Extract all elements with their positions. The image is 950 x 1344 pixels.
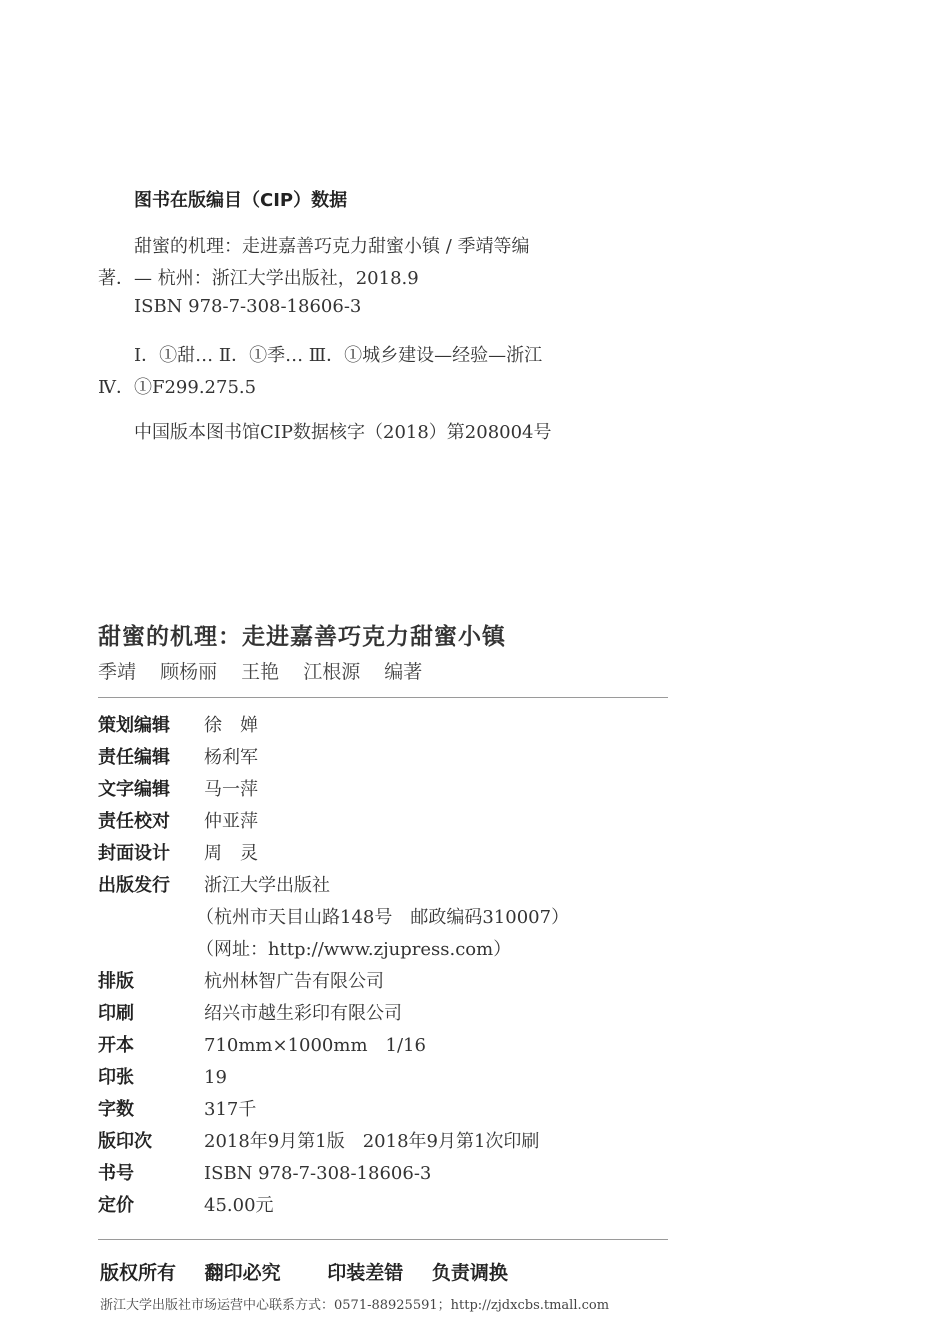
label-glyph: 刷: [116, 1003, 134, 1024]
spec-value: 2018年9月第1版 2018年9月第1次印刷: [204, 1131, 540, 1152]
spec-row: [98, 1096, 256, 1124]
spec-value: 317千: [204, 1099, 257, 1120]
credit-label: 责任校对: [98, 811, 170, 832]
book-title: 甜蜜的机理：走进嘉善巧克力甜蜜小镇: [98, 624, 506, 650]
credit-label: 出版发行: [98, 875, 170, 896]
credit-row: [98, 808, 258, 836]
cip-classification-line: Ⅰ．①甜… Ⅱ．①季… Ⅲ．①城乡建设—经验—浙江: [134, 345, 543, 366]
spec-label: [98, 1064, 182, 1092]
label-glyph: 张: [116, 1067, 134, 1088]
label-glyph: 印: [98, 1067, 116, 1088]
spec-value: 710mm×1000mm 1/16: [204, 1035, 426, 1056]
label-glyph: 价: [116, 1195, 134, 1216]
credit-row: [98, 776, 258, 804]
spec-value: 45.00元: [204, 1195, 274, 1216]
credit-row: [98, 712, 258, 740]
spec-label: [98, 1096, 182, 1124]
spec-value: 杭州林智广告有限公司: [204, 971, 384, 992]
spec-value: ISBN 978-7-308-18606-3: [204, 1163, 432, 1184]
cip-title-line: 甜蜜的机理：走进嘉善巧克力甜蜜小镇 / 季靖等编: [134, 236, 530, 257]
author-name: 王艳: [241, 661, 280, 683]
author-name: 江根源: [303, 661, 361, 683]
credit-value: 仲亚萍: [204, 811, 258, 832]
divider-top: [98, 697, 668, 698]
cip-record-number: 中国版本图书馆CIP数据核字（2018）第208004号: [134, 422, 552, 443]
label-glyph: 印: [98, 1003, 116, 1024]
label-glyph: 印: [116, 1131, 134, 1152]
label-glyph: 书: [98, 1163, 116, 1184]
label-glyph: 号: [116, 1163, 134, 1184]
credit-value: 杨利军: [204, 747, 258, 768]
spec-label: [98, 1128, 182, 1156]
publisher-address: （杭州市天目山路148号 邮政编码310007）: [196, 907, 570, 928]
label-glyph: 开: [98, 1035, 116, 1056]
label-glyph: 版: [116, 971, 134, 992]
label-glyph: 版: [98, 1131, 116, 1152]
divider-bottom: [98, 1239, 668, 1240]
credit-row: [98, 840, 258, 868]
spec-row: [98, 968, 384, 996]
spec-row: [98, 1128, 539, 1156]
credit-label: 封面设计: [98, 843, 170, 864]
credit-value: 周 灵: [204, 843, 258, 864]
label-glyph: 排: [98, 971, 116, 992]
cip-classification-number: Ⅳ．①F299.275.5: [98, 377, 257, 398]
rights-phrase: 版权所有: [100, 1262, 177, 1284]
spec-row: [98, 1064, 227, 1092]
contact-info: 浙江大学出版社市场运营中心联系方式：0571-88925591；http://zjdxcbs.tmall.com: [100, 1298, 610, 1313]
credit-label: 责任编辑: [98, 747, 170, 768]
rights-statement: [100, 1258, 530, 1285]
author-name: 季靖: [98, 661, 137, 683]
spec-row: [98, 1160, 431, 1188]
rights-phrase: 负责调换: [431, 1262, 508, 1284]
author-list: [98, 657, 440, 684]
spec-row: [98, 1000, 402, 1028]
credit-row: [98, 872, 330, 900]
label-glyph: 本: [116, 1035, 134, 1056]
spec-label: [98, 968, 182, 996]
spec-row: [98, 1192, 274, 1220]
credit-row: [98, 744, 258, 772]
credit-value: 马一萍: [204, 779, 258, 800]
publisher-website: （网址：http://www.zjupress.com）: [196, 939, 512, 960]
author-role: 编著: [384, 661, 423, 683]
spec-label: [98, 1032, 182, 1060]
spec-value: 绍兴市越生彩印有限公司: [204, 1003, 402, 1024]
credit-label: 策划编辑: [98, 715, 170, 736]
cip-heading: 图书在版编目（CIP）数据: [134, 190, 348, 211]
cip-publisher-line: 著．— 杭州：浙江大学出版社，2018.9: [98, 268, 419, 289]
credit-value: 浙江大学出版社: [204, 875, 330, 896]
spec-value: 19: [204, 1067, 227, 1088]
rights-phrase: 翻印必究: [204, 1262, 281, 1284]
label-glyph: 数: [116, 1099, 134, 1120]
spec-label: [98, 1192, 182, 1220]
spec-row: [98, 1032, 426, 1060]
rights-phrase: 印装差错: [327, 1262, 404, 1284]
credit-value: 徐 婵: [204, 715, 258, 736]
spec-label: [98, 1160, 182, 1188]
credit-label: 文字编辑: [98, 779, 170, 800]
label-glyph: 定: [98, 1195, 116, 1216]
spec-label: [98, 1000, 182, 1028]
label-glyph: 次: [134, 1131, 152, 1152]
label-glyph: 字: [98, 1099, 116, 1120]
author-name: 顾杨丽: [160, 661, 218, 683]
cip-isbn-line: ISBN 978-7-308-18606-3: [134, 296, 362, 317]
